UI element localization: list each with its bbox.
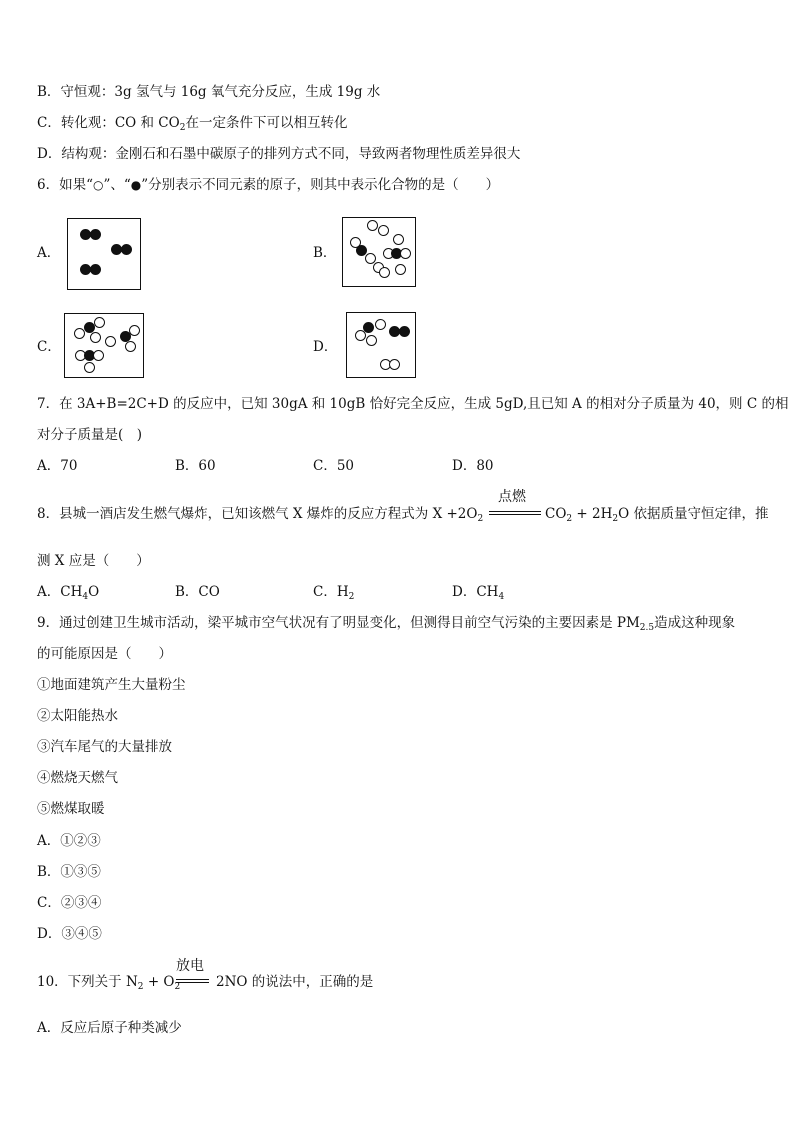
q6-label-b: B． (313, 245, 337, 261)
q6-diagram-c (64, 313, 144, 378)
q7-stem-line1: 7．在 3A+B=2C+D 的反应中，已知 30gA 和 10gB 恰好完全反应，生成 5gD,且已知 A 的相对分子质量为 40，则 C 的相 (37, 396, 789, 412)
q10-stem: 10．下列关于 $N_2 + O_2$ (37, 974, 181, 992)
q7-stem-line2: 对分子质量是( ) (37, 427, 143, 443)
q5-option-b: B．守恒观：3g 氢气与 16g 氧气充分反应，生成 19g 水 (37, 84, 381, 100)
q10-reaction-condition: 放电 (176, 958, 204, 974)
q10-option-a: A．反应后原子种类减少 (37, 1020, 182, 1036)
q9-option-a: A．①②③ (37, 833, 101, 849)
q8-option-c: C．$H_2$ (313, 584, 355, 602)
q9-item-1: ①地面建筑产生大量粉尘 (37, 677, 186, 693)
q9-stem-line1: 9．通过创建卫生城市活动，梁平城市空气状况有了明显变化，但测得目前空气污染的主要因素是 $PM_{2.5}$造成这种现象 (37, 615, 736, 633)
q6-label-d: D． (313, 339, 338, 355)
q8-equation-arrow (489, 511, 541, 515)
q10-stem-tail: 2NO 的说法中，正确的是 (216, 974, 374, 990)
q7-option-b: B．60 (175, 458, 216, 474)
q8-reaction-condition: 点燃 (498, 489, 526, 505)
q5-option-c: C．转化观：CO 和 $CO_2$在一定条件下可以相互转化 (37, 115, 348, 133)
q6-diagram-d (346, 312, 416, 378)
q8-option-a: A．$CH_4O$ (37, 584, 100, 602)
q9-item-4: ④燃烧天燃气 (37, 770, 118, 786)
q5-option-d: D．结构观：金刚石和石墨中碳原子的排列方式不同，导致两者物理性质差异很大 (37, 146, 521, 162)
q9-stem-line2: 的可能原因是（ ） (37, 646, 172, 662)
q8-option-d: D．$CH_4$ (452, 584, 505, 602)
q6-diagram-a (67, 218, 141, 290)
q6-diagram-b (342, 217, 416, 287)
q9-option-d: D．③④⑤ (37, 926, 102, 942)
q9-item-3: ③汽车尾气的大量排放 (37, 739, 172, 755)
q9-option-c: C．②③④ (37, 895, 102, 911)
q8-stem-line1: 8．县城一酒店发生燃气爆炸，已知该燃气 X 爆炸的反应方程式为 $X +2O_2$ (37, 506, 484, 524)
q9-item-5: ⑤燃煤取暖 (37, 801, 105, 817)
q9-option-b: B．①③⑤ (37, 864, 101, 880)
q8-option-b: B．CO (175, 584, 220, 600)
q6-label-a: A． (37, 245, 61, 261)
q8-stem-products: $CO_2 + 2H_2O$ 依据质量守恒定律，推 (545, 506, 769, 524)
q9-item-2: ②太阳能热水 (37, 708, 118, 724)
q7-option-a: A．70 (37, 458, 78, 474)
q7-option-c: C．50 (313, 458, 355, 474)
q10-equation-arrow (176, 979, 209, 983)
q8-stem-line2: 测 X 应是（ ） (37, 553, 150, 569)
q6-label-c: C． (37, 339, 61, 355)
q6-stem: 6．如果“○”、“●”分别表示不同元素的原子，则其中表示化合物的是（ ） (37, 177, 500, 193)
q7-option-d: D．80 (452, 458, 494, 474)
